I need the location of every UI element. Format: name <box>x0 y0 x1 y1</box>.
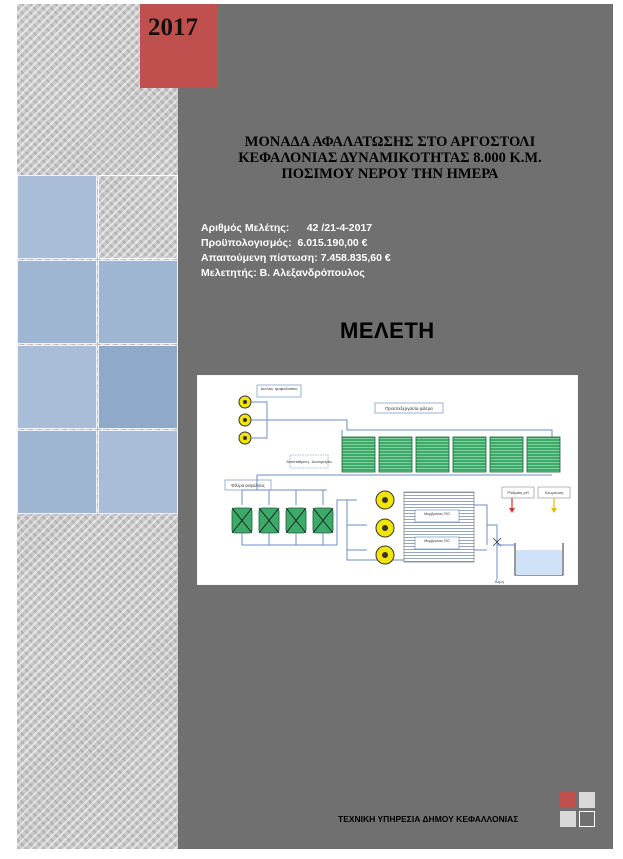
label-backwash: Αντιστάθμιση - Δοσομετρία <box>286 460 332 464</box>
hp-pump-icon <box>376 546 394 564</box>
study-title <box>200 134 580 182</box>
blue-tile <box>17 345 97 429</box>
label-ph-adjust: Ρύθμιση pH <box>507 490 529 495</box>
hp-pump-icon <box>376 519 394 537</box>
pretreatment-filter <box>453 437 486 472</box>
label-intake-pumps: Αντλίες τροφοδοσίας <box>260 386 298 391</box>
intake-pump-icon <box>239 396 251 408</box>
budget: Προϋπολογισμός: 6.015.190,00 € <box>201 237 368 249</box>
ro-membrane-rack <box>404 492 474 562</box>
deco-square-outline <box>579 811 595 827</box>
deco-square-grey <box>560 811 576 827</box>
label-brine: Άλμη <box>495 580 504 584</box>
blue-tile <box>98 430 178 514</box>
document-heading: ΜΕΛΕΤΗ <box>340 318 435 343</box>
pretreatment-filter <box>490 437 523 472</box>
label-cartridge-filters: Φίλτρα ασφαλείας <box>231 483 265 488</box>
blue-tile <box>98 345 178 429</box>
hp-pump-icon <box>376 491 394 509</box>
required-credit: Απαιτούμενη πίστωση: 7.458.835,60 € <box>201 252 391 264</box>
intake-pump-icon <box>239 414 251 426</box>
blue-tile <box>98 260 178 344</box>
process-diagram <box>197 375 578 585</box>
blue-tile <box>17 430 97 514</box>
title-line: ΠΟΣΙΜΟΥ ΝΕΡΟΥ ΤΗΝ ΗΜΕΡΑ <box>281 166 499 182</box>
product-tank <box>516 550 562 575</box>
label-pretreatment-filters: Προεπεξεργασία φίλτρα <box>385 406 433 411</box>
year-label: 2017 <box>148 14 198 41</box>
deco-square-red <box>560 792 576 808</box>
process-diagram-svg <box>197 375 578 585</box>
author: Μελετητής: Β. Αλεξανδρόπουλος <box>201 267 365 279</box>
footer-organization: ΤΕΧΝΙΚΗ ΥΠΗΡΕΣΙΑ ΔΗΜΟΥ ΚΕΦΑΛΛΟΝΙΑΣ <box>338 814 519 824</box>
outline-tile <box>98 175 178 259</box>
blue-tile <box>17 260 97 344</box>
title-line: ΚΕΦΑΛΟΝΙΑΣ ΔΥΝΑΜΙΚΟΤΗΤΑΣ 8.000 Κ.Μ. <box>238 150 542 166</box>
label-membranes-1: Μεμβράνες RO <box>424 512 450 516</box>
pretreatment-filter <box>527 437 560 472</box>
pretreatment-filter <box>342 437 375 472</box>
intake-pump-icon <box>239 432 251 444</box>
label-chlorination: Χλωρίωση <box>544 490 564 495</box>
pretreatment-filter <box>379 437 412 472</box>
deco-square-grey <box>579 792 595 808</box>
study-number: Αριθμός Μελέτης: 42 /21-4-2017 <box>201 222 373 234</box>
pretreatment-filter <box>416 437 449 472</box>
blue-tile <box>17 175 97 259</box>
label-membranes-2: Μεμβράνες RO <box>424 539 450 543</box>
title-line: ΜΟΝΑΔΑ ΑΦΑΛΑΤΩΣΗΣ ΣΤΟ ΑΡΓΟΣΤΟΛΙ <box>244 134 536 150</box>
